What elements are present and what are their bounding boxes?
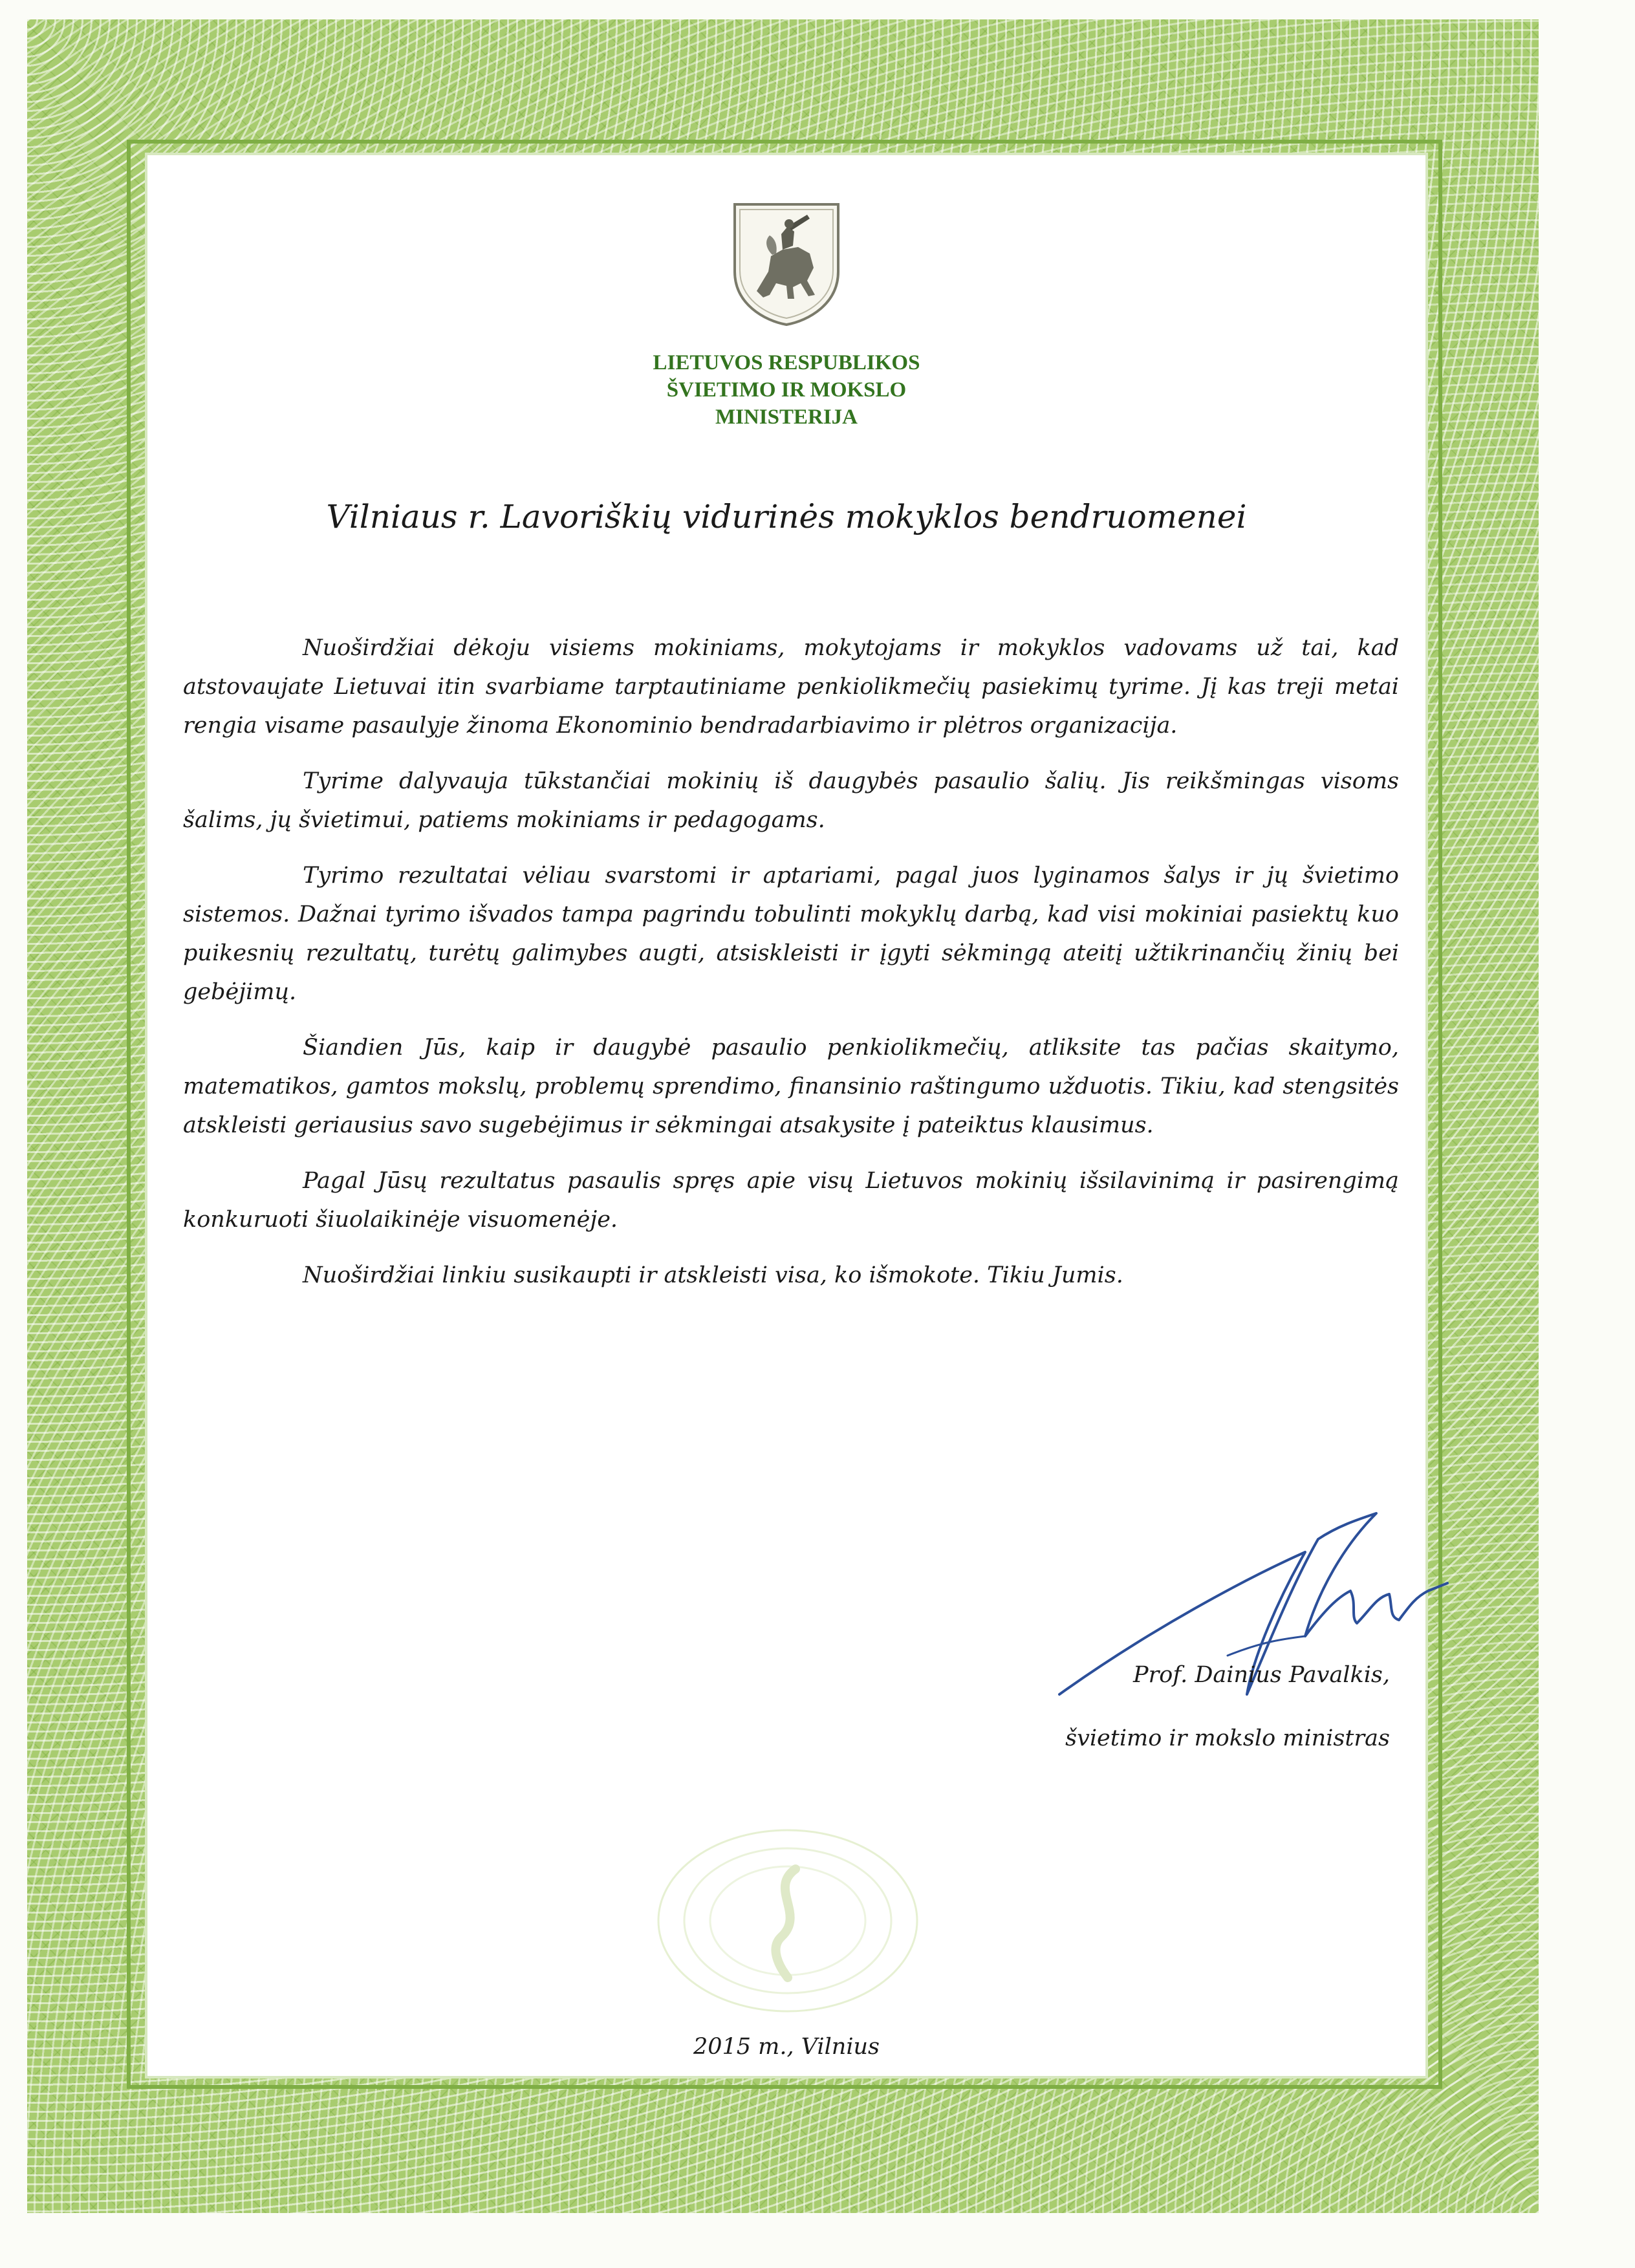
- date-place: 2015 m., Vilnius: [693, 2034, 880, 2060]
- paragraph: Tyrime dalyvauja tūkstančiai mokinių iš daugybės pasaulio šalių. Jis reikšmingas visoms šalims, jų švietimui, patiems mokiniams ir pedagogams.: [183, 768, 1399, 833]
- ministry-line-3: MINISTERIJA: [715, 405, 858, 429]
- signatory-name: Prof. Dainius Pavalkis,: [1133, 1662, 1390, 1688]
- letter-sheet: [147, 155, 1425, 2076]
- addressee-line: Vilniaus r. Lavoriškių vidurinės mokyklos bendruomenei: [326, 498, 1247, 535]
- signatory-title: švietimo ir mokslo ministras: [1065, 1725, 1390, 1751]
- letter-body: [183, 629, 1399, 1312]
- paragraph: Tyrimo rezultatai vėliau svarstomi ir aptariami, pagal juos lyginamos šalys ir jų švietimo sistemos. Dažnai tyrimo išvados tampa pagrindu tobulinti mokyklų darbą, kad visi mokiniai pasiektų kuo puikesnių rezultatų, turėtų galimybes augti, atsiskleisti ir įgyti sėkmingą ateitį užtikrinančių žinių bei gebėjimų.: [183, 863, 1399, 1005]
- vytis-coat-of-arms-icon: [731, 200, 842, 327]
- paragraph: Nuoširdžiai dėkoju visiems mokiniams, mokytojams ir mokyklos vadovams už tai, kad atstovaujate Lietuvai itin svarbiame tarptautiniame penkiolikmečių pasiekimų tyrime. Jį kas treji metai rengia visame pasaulyje žinoma Ekonominio bendradarbiavimo ir plėtros organizacija.: [183, 635, 1399, 739]
- ministry-heading: [147, 349, 1425, 431]
- ministry-line-1: LIETUVOS RESPUBLIKOS: [653, 351, 920, 374]
- ministry-emblem-watermark: [652, 1824, 924, 2018]
- paragraph: Pagal Jūsų rezultatus pasaulis spręs apie visų Lietuvos mokinių išsilavinimą ir pasirengimą konkuruoti šiuolaikinėje visuomenėje.: [183, 1168, 1399, 1233]
- ministry-line-2: ŠVIETIMO IR MOKSLO: [666, 378, 907, 402]
- paragraph: Nuoširdžiai linkiu susikaupti ir atskleisti visa, ko išmokote. Tikiu Jumis.: [303, 1262, 1123, 1288]
- paragraph: Šiandien Jūs, kaip ir daugybė pasaulio penkiolikmečių, atliksite tas pačias skaitymo, matematikos, gamtos mokslų, problemų sprendimo, finansinio raštingumo užduotis. Tikiu, kad stengsitės atskleisti geriausius savo sugebėjimus ir sėkmingai atsakysite į pateiktus klausimus.: [183, 1035, 1399, 1138]
